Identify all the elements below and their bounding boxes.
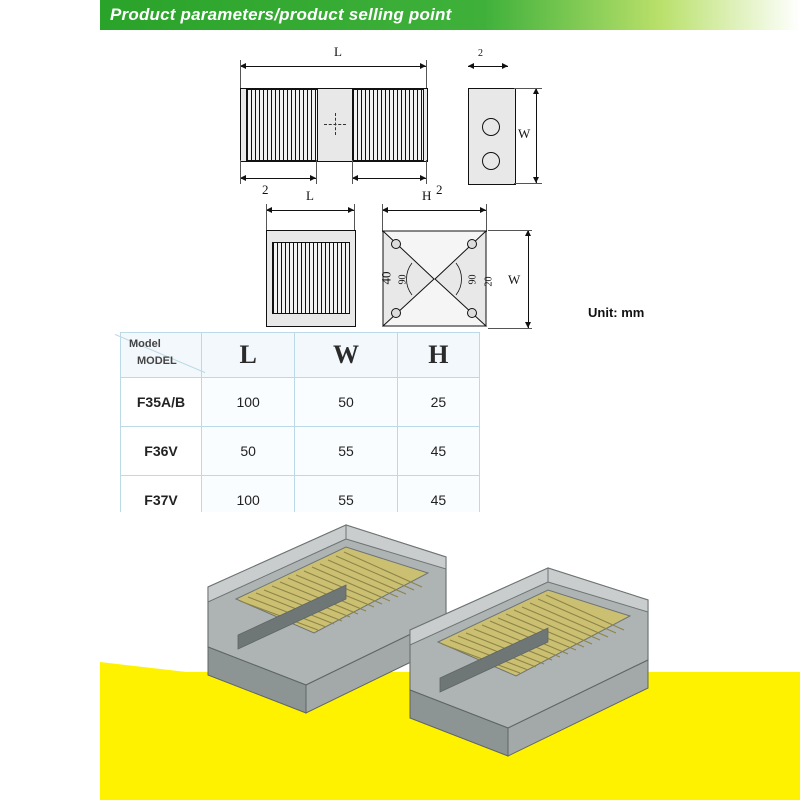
dimension-label-20: 20 xyxy=(483,276,495,287)
table-row xyxy=(121,378,480,427)
ext-line-6 xyxy=(426,160,427,184)
banner-white-margin xyxy=(0,0,100,30)
ext-line-12 xyxy=(486,204,487,232)
soft-jaw-item xyxy=(398,560,668,790)
dimension-label-small-top: 2 xyxy=(478,48,483,59)
ext-line-11 xyxy=(382,204,383,232)
dimension-label-H: H xyxy=(422,188,432,203)
unit-note: Unit: mm xyxy=(588,305,645,320)
mounting-hole-bottom xyxy=(482,152,500,170)
cell-L: 50 xyxy=(202,427,295,476)
dim-line-L-top xyxy=(240,66,426,67)
product-photo xyxy=(0,512,800,800)
ext-line-9 xyxy=(266,204,267,232)
ext-line-4 xyxy=(316,160,317,184)
side-view-body xyxy=(468,88,516,185)
front-view-teeth-right xyxy=(352,89,424,161)
ext-line-3 xyxy=(240,160,241,184)
dim-line-L-bottom xyxy=(266,210,354,211)
header-banner xyxy=(0,0,800,30)
cell-H: 45 xyxy=(397,427,479,476)
ext-line-8 xyxy=(514,183,542,184)
angle-label-90-left: 90 xyxy=(397,274,409,285)
column-header-L: L xyxy=(202,333,295,378)
center-mark-v xyxy=(335,113,336,135)
cell-L: 100 xyxy=(202,378,295,427)
spec-table xyxy=(120,332,480,525)
cell-model: F35A/B xyxy=(121,378,202,427)
ext-line-7 xyxy=(514,88,542,89)
column-header-H: H xyxy=(397,333,479,378)
dim-line-W-right xyxy=(536,88,537,183)
cell-H: 25 xyxy=(397,378,479,427)
ext-line-5 xyxy=(352,160,353,184)
ext-line-13 xyxy=(488,230,532,231)
cell-model: F37V xyxy=(121,476,202,525)
cell-W: 55 xyxy=(295,427,398,476)
cell-W: 55 xyxy=(295,476,398,525)
ext-line-2 xyxy=(426,60,427,90)
dimension-label-40: 40 xyxy=(378,271,394,285)
dimension-label-2-left: 2 xyxy=(262,182,269,197)
dimension-label-W-right: W xyxy=(518,126,531,141)
soft-jaw-svg xyxy=(398,560,668,790)
page-title: Product parameters/product selling point xyxy=(110,5,452,24)
table-row xyxy=(121,427,480,476)
technical-drawing xyxy=(0,30,800,320)
ext-line-14 xyxy=(488,328,532,329)
dimension-label-2-right: 2 xyxy=(436,182,443,197)
dim-line-2-right xyxy=(352,178,426,179)
table-header-row xyxy=(121,333,480,378)
ext-line-10 xyxy=(354,204,355,232)
model-header-line1: Model xyxy=(129,338,161,350)
model-header-line2: MODEL xyxy=(137,355,177,367)
column-header-W: W xyxy=(295,333,398,378)
dim-arrow-side-a xyxy=(468,63,474,69)
dim-line-H xyxy=(382,210,486,211)
dimension-label-L-top: L xyxy=(334,44,342,59)
cell-W: 50 xyxy=(295,378,398,427)
top-view-teeth xyxy=(272,242,350,314)
dim-arrow-side-b xyxy=(502,63,508,69)
model-header-cell xyxy=(121,333,202,378)
dimension-label-W-mid: W xyxy=(508,272,521,287)
angle-label-90-right: 90 xyxy=(467,274,479,285)
dimension-label-L-bottom: L xyxy=(306,188,314,203)
dim-line-2-left xyxy=(240,178,316,179)
cell-L: 100 xyxy=(202,476,295,525)
mounting-hole-top xyxy=(482,118,500,136)
dim-line-W-mid xyxy=(528,230,529,328)
front-view-teeth-left xyxy=(246,89,318,161)
cell-H: 45 xyxy=(397,476,479,525)
ext-line-1 xyxy=(240,60,241,90)
cell-model: F36V xyxy=(121,427,202,476)
